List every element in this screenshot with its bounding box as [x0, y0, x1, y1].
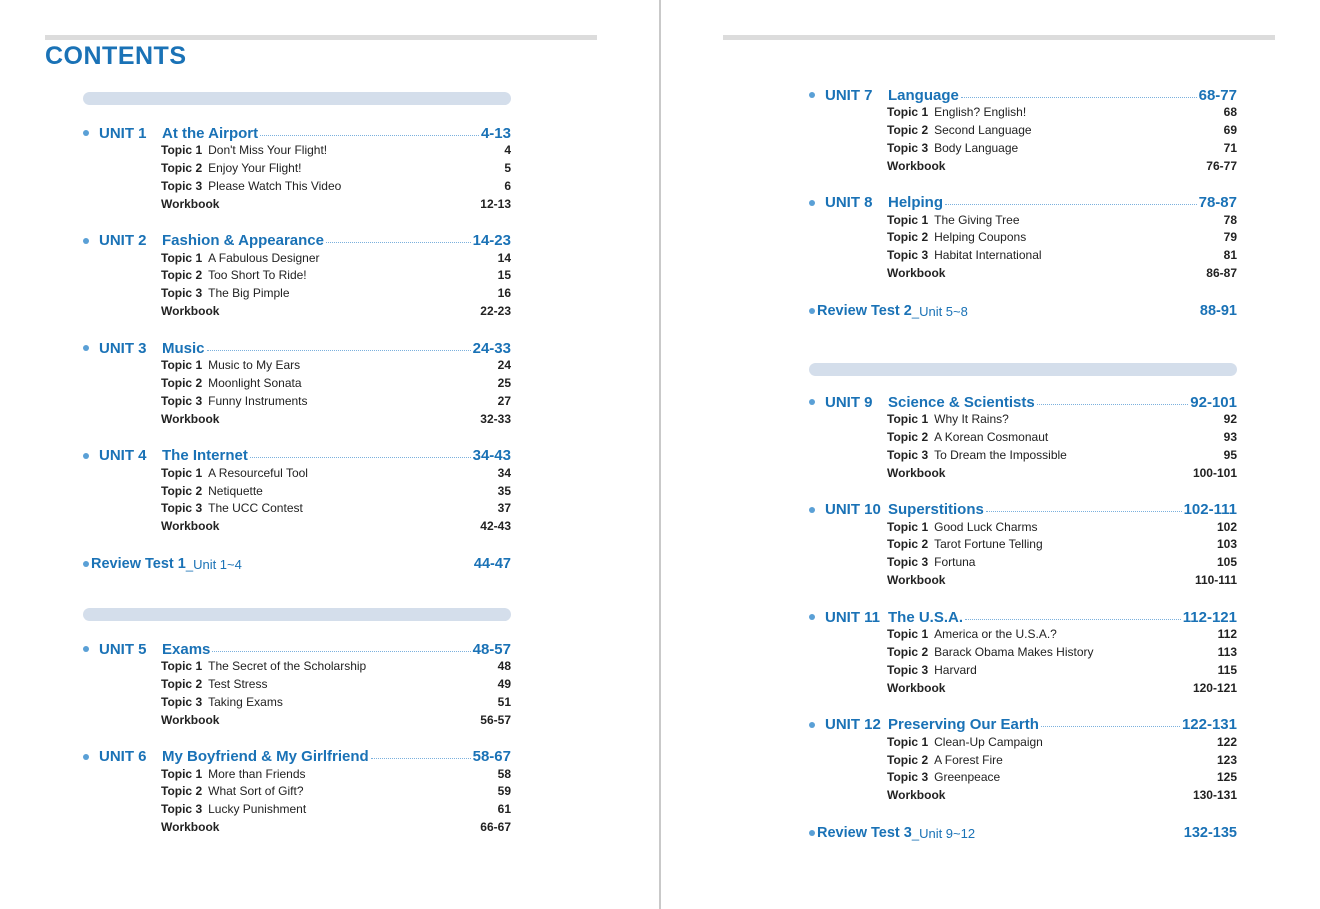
unit-number: UNIT 7	[825, 86, 873, 104]
topic-title: Test Stress	[208, 676, 268, 691]
unit-heading[interactable]	[809, 608, 1237, 626]
unit-title: Fashion & Appearance	[162, 232, 324, 250]
topic-title: America or the U.S.A.?	[934, 627, 1057, 642]
topic-label: Topic 2 Enjoy Your Flight!	[161, 160, 302, 175]
unit-title: Language	[888, 86, 959, 104]
unit-pages: 4-13	[480, 124, 511, 142]
topic-title: Moonlight Sonata	[208, 376, 302, 391]
topic-page: 51	[497, 694, 511, 709]
topic-row[interactable]	[83, 801, 511, 819]
unit-heading[interactable]	[83, 640, 511, 658]
unit-block	[809, 716, 1237, 806]
topic-label: Topic 3 Taking Exams	[161, 694, 283, 709]
topic-row[interactable]	[83, 142, 511, 160]
topic-title: Don't Miss Your Flight!	[208, 143, 328, 157]
topic-label: Topic 3 Harvard	[887, 662, 977, 677]
unit-number: UNIT 5	[99, 640, 147, 658]
topic-label: Topic 3 Body Language	[887, 140, 1019, 155]
topic-page: 103	[1216, 537, 1237, 552]
topic-page: 95	[1223, 447, 1237, 462]
unit-title: Helping	[888, 194, 943, 212]
unit-heading[interactable]	[83, 748, 511, 766]
topic-row[interactable]	[809, 519, 1237, 537]
unit-heading[interactable]	[809, 501, 1237, 519]
workbook-label: Workbook	[887, 465, 946, 480]
review-test-2[interactable]	[809, 302, 1237, 320]
unit-block	[83, 640, 511, 730]
topic-row[interactable]	[83, 285, 511, 303]
unit-heading[interactable]	[809, 393, 1237, 411]
topic-title: Taking Exams	[208, 694, 283, 709]
topic-page: 125	[1216, 770, 1237, 785]
dot-leader	[250, 457, 471, 458]
topic-label: Topic 3 The Big Pimple	[161, 286, 290, 301]
dot-leader	[207, 350, 471, 351]
topic-page: 71	[1223, 140, 1237, 155]
topic-label: Topic 2 Test Stress	[161, 676, 268, 691]
topic-row[interactable]	[83, 178, 511, 196]
unit-block	[809, 501, 1237, 591]
topic-title: Good Luck Charms	[934, 519, 1038, 534]
topic-row[interactable]	[83, 357, 511, 375]
topic-row[interactable]	[83, 250, 511, 268]
unit-block	[83, 748, 511, 838]
topic-row[interactable]	[809, 662, 1237, 680]
topic-page: 69	[1223, 122, 1237, 137]
workbook-label: Workbook	[161, 196, 220, 211]
review-pages: 132-135	[1183, 825, 1237, 841]
unit-number: UNIT 10	[825, 501, 881, 519]
topic-label: Topic 3 Fortuna	[887, 555, 976, 570]
bullet-icon	[83, 130, 89, 136]
topic-title: Fortuna	[934, 555, 976, 570]
topic-label: Topic 3 The UCC Contest	[161, 501, 303, 516]
topic-row[interactable]	[83, 694, 511, 712]
topic-page: 37	[497, 501, 511, 516]
topic-page: 78	[1223, 212, 1237, 227]
topic-label: Topic 1 Music to My Ears	[161, 358, 301, 373]
review-pages: 44-47	[473, 556, 511, 572]
topic-label: Topic 1 More than Friends	[161, 766, 306, 781]
topic-page: 123	[1216, 752, 1237, 767]
unit-title: Preserving Our Earth	[888, 716, 1039, 734]
topic-label: Topic 2 Barack Obama Makes History	[887, 645, 1094, 660]
review-units: _Unit 1~4	[185, 556, 242, 572]
review-units: _Unit 5~8	[911, 303, 968, 319]
unit-block	[809, 608, 1237, 698]
unit-block	[83, 124, 511, 214]
unit-block	[809, 86, 1237, 176]
topic-label: Topic 2 Second Language	[887, 122, 1032, 137]
bullet-icon	[809, 399, 815, 405]
topic-row[interactable]	[83, 465, 511, 483]
topic-label: Topic 2 Too Short To Ride!	[161, 268, 307, 283]
topic-title: Netiquette	[208, 483, 263, 498]
unit-number: UNIT 6	[99, 748, 147, 766]
topic-row[interactable]	[809, 644, 1237, 662]
topic-row[interactable]	[809, 429, 1237, 447]
workbook-label: Workbook	[161, 820, 220, 835]
dot-leader	[212, 651, 470, 652]
bullet-icon	[83, 345, 89, 351]
topic-label: Topic 3 Please Watch This Video	[161, 178, 342, 193]
bullet-icon	[83, 646, 89, 652]
topic-label: Topic 3 Greenpeace	[887, 770, 1001, 785]
review-label: Review Test 2	[817, 303, 912, 319]
workbook-pages: 110-111	[1194, 573, 1237, 588]
topic-label: Topic 2 Helping Coupons	[887, 230, 1027, 245]
unit-heading[interactable]	[809, 716, 1237, 734]
topic-page: 34	[497, 465, 511, 480]
dot-leader	[986, 511, 1182, 512]
unit-heading[interactable]	[83, 447, 511, 465]
review-test-3[interactable]	[809, 824, 1237, 842]
unit-pages: 92-101	[1190, 393, 1237, 411]
topic-label: Topic 2 Moonlight Sonata	[161, 376, 302, 391]
topic-page: 35	[497, 483, 511, 498]
topic-title: What Sort of Gift?	[208, 784, 304, 799]
workbook-row[interactable]	[809, 465, 1237, 483]
topic-title: The Secret of the Scholarship	[208, 659, 367, 673]
dot-leader	[260, 135, 479, 136]
workbook-row[interactable]	[809, 680, 1237, 698]
dot-leader	[961, 97, 1197, 98]
review-label: Review Test 3	[817, 825, 912, 841]
review-units: _Unit 9~12	[911, 825, 976, 841]
topic-row[interactable]	[809, 447, 1237, 465]
topic-page: 4	[504, 143, 511, 157]
unit-number: UNIT 4	[99, 447, 147, 465]
unit-pages: 122-131	[1181, 716, 1237, 734]
workbook-pages: 76-77	[1206, 158, 1237, 173]
topic-title: A Korean Cosmonaut	[934, 429, 1049, 444]
workbook-label: Workbook	[887, 573, 946, 588]
topic-page: 58	[497, 766, 511, 781]
top-rule-right	[723, 35, 1275, 40]
topic-page: 24	[497, 358, 511, 373]
topic-row[interactable]	[809, 122, 1237, 140]
topic-title: Harvard	[934, 662, 977, 677]
workbook-row[interactable]	[809, 787, 1237, 805]
workbook-label: Workbook	[161, 519, 220, 534]
unit-number: UNIT 1	[99, 124, 147, 142]
workbook-label: Workbook	[887, 788, 946, 803]
topic-title: Too Short To Ride!	[208, 268, 307, 283]
topic-title: English? English!	[934, 105, 1027, 119]
unit-pages: 102-111	[1183, 501, 1237, 519]
unit-heading[interactable]	[83, 232, 511, 250]
unit-title: Exams	[162, 640, 211, 658]
topic-title: More than Friends	[208, 766, 306, 781]
unit-block	[809, 194, 1237, 284]
bullet-icon	[809, 830, 815, 836]
topic-label: Topic 1 English? English!	[887, 105, 1027, 119]
unit-title: The Internet	[162, 447, 248, 465]
bullet-icon	[809, 722, 815, 728]
workbook-label: Workbook	[887, 266, 946, 281]
topic-page: 79	[1223, 230, 1237, 245]
topic-title: A Fabulous Designer	[208, 250, 320, 265]
topic-row[interactable]	[83, 483, 511, 501]
unit-title: Superstitions	[888, 501, 984, 519]
topic-row[interactable]	[83, 393, 511, 411]
dot-leader	[1037, 404, 1189, 405]
topic-row[interactable]	[809, 411, 1237, 429]
topic-page: 25	[497, 376, 511, 391]
topic-page: 93	[1223, 429, 1237, 444]
topic-page: 59	[497, 784, 511, 799]
workbook-row[interactable]	[809, 572, 1237, 590]
unit-block	[83, 232, 511, 322]
topic-title: Music to My Ears	[208, 358, 301, 373]
topic-page: 61	[497, 802, 511, 817]
unit-heading[interactable]	[83, 124, 511, 142]
workbook-label: Workbook	[161, 411, 220, 426]
topic-page: 6	[504, 178, 511, 193]
workbook-row[interactable]	[83, 303, 511, 321]
topic-row[interactable]	[83, 160, 511, 178]
topic-title: Habitat International	[934, 248, 1042, 263]
unit-number: UNIT 3	[99, 339, 147, 357]
units-7-8	[809, 86, 1237, 283]
topic-row[interactable]	[809, 247, 1237, 265]
workbook-row[interactable]	[83, 819, 511, 837]
bullet-icon	[83, 754, 89, 760]
unit-pages: 68-77	[1198, 86, 1237, 104]
workbook-row[interactable]	[83, 196, 511, 214]
topic-label: Topic 1 A Resourceful Tool	[161, 465, 308, 480]
topic-row[interactable]	[809, 536, 1237, 554]
dot-leader	[965, 619, 1181, 620]
topic-row[interactable]	[809, 752, 1237, 770]
workbook-pages: 12-13	[480, 196, 511, 211]
bullet-icon	[809, 308, 815, 314]
topic-page: 122	[1216, 734, 1237, 749]
top-rule-left	[45, 35, 597, 40]
unit-number: UNIT 9	[825, 393, 873, 411]
bullet-icon	[809, 92, 815, 98]
topic-row[interactable]	[83, 676, 511, 694]
topic-title: Lucky Punishment	[208, 802, 307, 817]
topic-row[interactable]	[809, 229, 1237, 247]
topic-title: Second Language	[934, 122, 1032, 137]
section-bar-3	[809, 363, 1237, 376]
unit-heading[interactable]	[809, 86, 1237, 104]
workbook-label: Workbook	[887, 680, 946, 695]
units-1-4	[83, 124, 511, 536]
topic-title: Barack Obama Makes History	[934, 645, 1094, 660]
bullet-icon	[809, 614, 815, 620]
topic-label: Topic 3 Funny Instruments	[161, 393, 308, 408]
topic-label: Topic 2 Netiquette	[161, 483, 263, 498]
section-bar-1	[83, 92, 511, 105]
workbook-label: Workbook	[887, 158, 946, 173]
bullet-icon	[83, 453, 89, 459]
topic-title: Please Watch This Video	[208, 178, 342, 193]
units-9-12	[809, 393, 1237, 805]
topic-title: Why It Rains?	[934, 412, 1009, 426]
unit-pages: 48-57	[472, 640, 511, 658]
workbook-pages: 42-43	[480, 519, 511, 534]
topic-label: Topic 2 What Sort of Gift?	[161, 784, 304, 799]
topic-row[interactable]	[809, 554, 1237, 572]
topic-row[interactable]	[809, 769, 1237, 787]
topic-label: Topic 1 America or the U.S.A.?	[887, 627, 1057, 642]
dot-leader	[371, 758, 471, 759]
topic-label: Topic 2 Tarot Fortune Telling	[887, 537, 1043, 552]
workbook-label: Workbook	[161, 304, 220, 319]
unit-title: At the Airport	[162, 124, 259, 142]
topic-page: 16	[497, 286, 511, 301]
workbook-pages: 130-131	[1192, 788, 1237, 803]
unit-number: UNIT 12	[825, 716, 881, 734]
topic-page: 92	[1223, 412, 1237, 426]
topic-row[interactable]	[83, 500, 511, 518]
unit-block	[809, 393, 1237, 483]
topic-title: Funny Instruments	[208, 393, 308, 408]
workbook-pages: 32-33	[480, 411, 511, 426]
workbook-label: Workbook	[161, 712, 220, 727]
dot-leader	[326, 242, 471, 243]
topic-page: 112	[1217, 627, 1237, 642]
topic-row[interactable]	[809, 140, 1237, 158]
bullet-icon	[83, 238, 89, 244]
topic-label: Topic 1 Don't Miss Your Flight!	[161, 143, 328, 157]
topic-title: The UCC Contest	[208, 501, 303, 516]
topic-title: The Big Pimple	[208, 286, 290, 301]
unit-number: UNIT 8	[825, 194, 873, 212]
unit-heading[interactable]	[809, 194, 1237, 212]
workbook-row[interactable]	[809, 158, 1237, 176]
topic-label: Topic 2 A Forest Fire	[887, 752, 1003, 767]
unit-title: My Boyfriend & My Girlfriend	[162, 748, 369, 766]
workbook-row[interactable]	[83, 518, 511, 536]
unit-number: UNIT 11	[825, 608, 881, 626]
topic-label: Topic 3 Lucky Punishment	[161, 802, 307, 817]
topic-row[interactable]	[809, 212, 1237, 230]
topic-label: Topic 2 A Korean Cosmonaut	[887, 429, 1049, 444]
unit-pages: 112-121	[1182, 608, 1237, 626]
unit-pages: 34-43	[472, 447, 511, 465]
unit-title: Music	[162, 339, 205, 357]
unit-number: UNIT 2	[99, 232, 147, 250]
topic-title: Enjoy Your Flight!	[208, 160, 302, 175]
units-5-6	[83, 640, 511, 837]
topic-title: A Forest Fire	[934, 752, 1003, 767]
unit-title: Science & Scientists	[888, 393, 1035, 411]
section-bar-2	[83, 608, 511, 621]
topic-label: Topic 1 A Fabulous Designer	[161, 250, 320, 265]
workbook-pages: 22-23	[480, 304, 511, 319]
review-label: Review Test 1	[91, 556, 186, 572]
workbook-pages: 56-57	[480, 712, 511, 727]
unit-block	[83, 447, 511, 537]
topic-page: 115	[1217, 662, 1237, 677]
review-test-1[interactable]	[83, 555, 511, 573]
unit-title: The U.S.A.	[888, 608, 964, 626]
topic-page: 5	[504, 160, 511, 175]
workbook-pages: 86-87	[1206, 266, 1237, 281]
topic-label: Topic 3 Habitat International	[887, 248, 1042, 263]
topic-label: Topic 1 Good Luck Charms	[887, 519, 1038, 534]
topic-label: Topic 1 Clean-Up Campaign	[887, 734, 1043, 749]
topic-page: 49	[497, 676, 511, 691]
workbook-row[interactable]	[809, 265, 1237, 283]
topic-row[interactable]	[83, 766, 511, 784]
topic-page: 113	[1217, 645, 1237, 660]
unit-pages: 78-87	[1198, 194, 1237, 212]
bullet-icon	[83, 561, 89, 567]
topic-row[interactable]	[809, 626, 1237, 644]
topic-row[interactable]	[83, 267, 511, 285]
unit-pages: 58-67	[472, 748, 511, 766]
topic-row[interactable]	[83, 783, 511, 801]
topic-title: To Dream the Impossible	[934, 447, 1067, 462]
dot-leader	[945, 204, 1197, 205]
workbook-pages: 66-67	[480, 820, 511, 835]
workbook-row[interactable]	[83, 712, 511, 730]
topic-label: Topic 3 To Dream the Impossible	[887, 447, 1067, 462]
topic-row[interactable]	[809, 734, 1237, 752]
topic-label: Topic 1 The Secret of the Scholarship	[161, 659, 367, 673]
topic-page: 81	[1223, 248, 1237, 263]
topic-label: Topic 1 Why It Rains?	[887, 412, 1009, 426]
unit-pages: 14-23	[472, 232, 511, 250]
topic-title: A Resourceful Tool	[208, 465, 308, 480]
topic-title: The Giving Tree	[934, 212, 1020, 227]
topic-title: Body Language	[934, 140, 1019, 155]
unit-heading[interactable]	[83, 339, 511, 357]
topic-page: 68	[1223, 105, 1237, 119]
workbook-pages: 120-121	[1192, 680, 1237, 695]
topic-page: 27	[497, 393, 511, 408]
bullet-icon	[809, 200, 815, 206]
topic-page: 105	[1216, 555, 1237, 570]
topic-page: 15	[497, 268, 511, 283]
topic-title: Helping Coupons	[934, 230, 1027, 245]
topic-page: 102	[1216, 519, 1237, 534]
topic-title: Tarot Fortune Telling	[934, 537, 1043, 552]
topic-row[interactable]	[83, 658, 511, 676]
page-title: CONTENTS	[45, 42, 187, 70]
topic-page: 48	[497, 659, 511, 673]
topic-row[interactable]	[83, 375, 511, 393]
topic-label: Topic 1 The Giving Tree	[887, 212, 1020, 227]
unit-block	[83, 339, 511, 429]
unit-pages: 24-33	[472, 339, 511, 357]
topic-row[interactable]	[809, 104, 1237, 122]
topic-title: Clean-Up Campaign	[934, 734, 1043, 749]
workbook-pages: 100-101	[1192, 465, 1237, 480]
topic-title: Greenpeace	[934, 770, 1001, 785]
bullet-icon	[809, 507, 815, 513]
workbook-row[interactable]	[83, 411, 511, 429]
page-spine	[659, 0, 661, 909]
review-pages: 88-91	[1199, 303, 1237, 319]
dot-leader	[1041, 726, 1180, 727]
topic-page: 14	[497, 250, 511, 265]
